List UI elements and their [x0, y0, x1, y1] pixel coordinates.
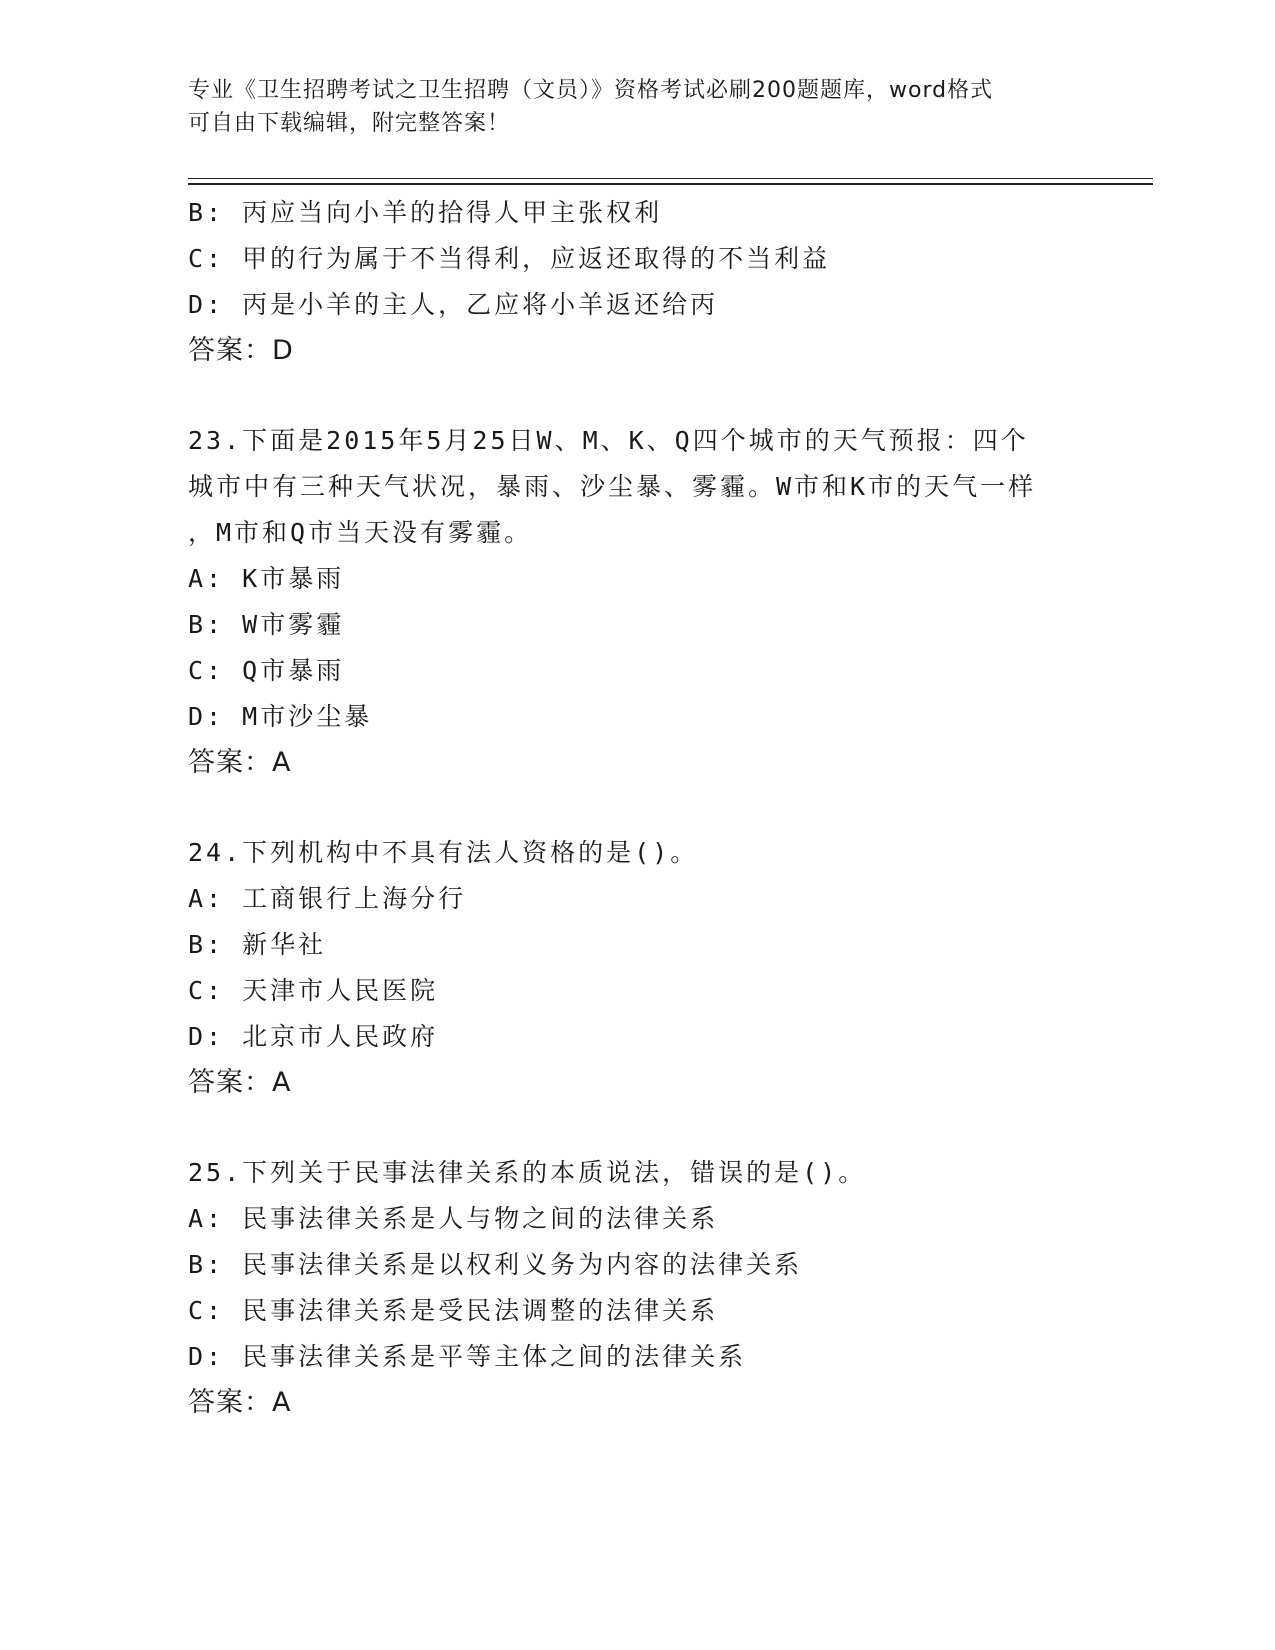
question-stem-line-1: 24.下列机构中不具有法人资格的是()。 [188, 838, 699, 867]
question-24 [188, 830, 1088, 1106]
option-c: C: 甲的行为属于不当得利，应返还取得的不当利益 [188, 244, 831, 273]
header-divider-thick [188, 183, 1153, 185]
answer-line: 答案：A [188, 1067, 292, 1098]
spacer [188, 786, 1088, 830]
option-b: B: W市雾霾 [188, 610, 345, 639]
answer-line: 答案：D [188, 335, 294, 366]
option-b: B: 新华社 [188, 930, 327, 959]
document-header [188, 74, 1088, 140]
option-b: B: 丙应当向小羊的拾得人甲主张权利 [188, 198, 663, 227]
answer-line: 答案：A [188, 1387, 292, 1418]
option-c: C: Q市暴雨 [188, 656, 345, 685]
option-d: D: 民事法律关系是平等主体之间的法律关系 [188, 1342, 747, 1371]
option-a: A: 民事法律关系是人与物之间的法律关系 [188, 1204, 719, 1233]
question-stem-line-1: 25.下列关于民事法律关系的本质说法，错误的是()。 [188, 1158, 867, 1187]
question-list [188, 190, 1088, 1426]
question-stem-line-3: ，M市和Q市当天没有雾霾。 [188, 518, 533, 547]
option-a: A: K市暴雨 [188, 564, 345, 593]
question-25 [188, 1150, 1088, 1426]
question-22-continued [188, 190, 1088, 374]
option-c: C: 天津市人民医院 [188, 976, 439, 1005]
spacer [188, 374, 1088, 418]
question-stem-line-2: 城市中有三种天气状况，暴雨、沙尘暴、雾霾。W市和K市的天气一样 [188, 472, 1037, 501]
question-stem-line-1: 23.下面是2015年5月25日W、M、K、Q四个城市的天气预报：四个 [188, 426, 1029, 455]
question-23 [188, 418, 1088, 786]
answer-line: 答案：A [188, 747, 292, 778]
header-divider-thin [188, 178, 1153, 179]
header-title-line-1: 专业《卫生招聘考试之卫生招聘（文员）》资格考试必刷200题题库，word格式 [188, 78, 994, 103]
header-title-line-2: 可自由下载编辑，附完整答案！ [188, 111, 511, 136]
option-d: D: 北京市人民政府 [188, 1022, 439, 1051]
option-d: D: M市沙尘暴 [188, 702, 373, 731]
option-b: B: 民事法律关系是以权利义务为内容的法律关系 [188, 1250, 803, 1279]
option-c: C: 民事法律关系是受民法调整的法律关系 [188, 1296, 719, 1325]
spacer [188, 1106, 1088, 1150]
option-a: A: 工商银行上海分行 [188, 884, 467, 913]
option-d: D: 丙是小羊的主人，乙应将小羊返还给丙 [188, 290, 719, 319]
